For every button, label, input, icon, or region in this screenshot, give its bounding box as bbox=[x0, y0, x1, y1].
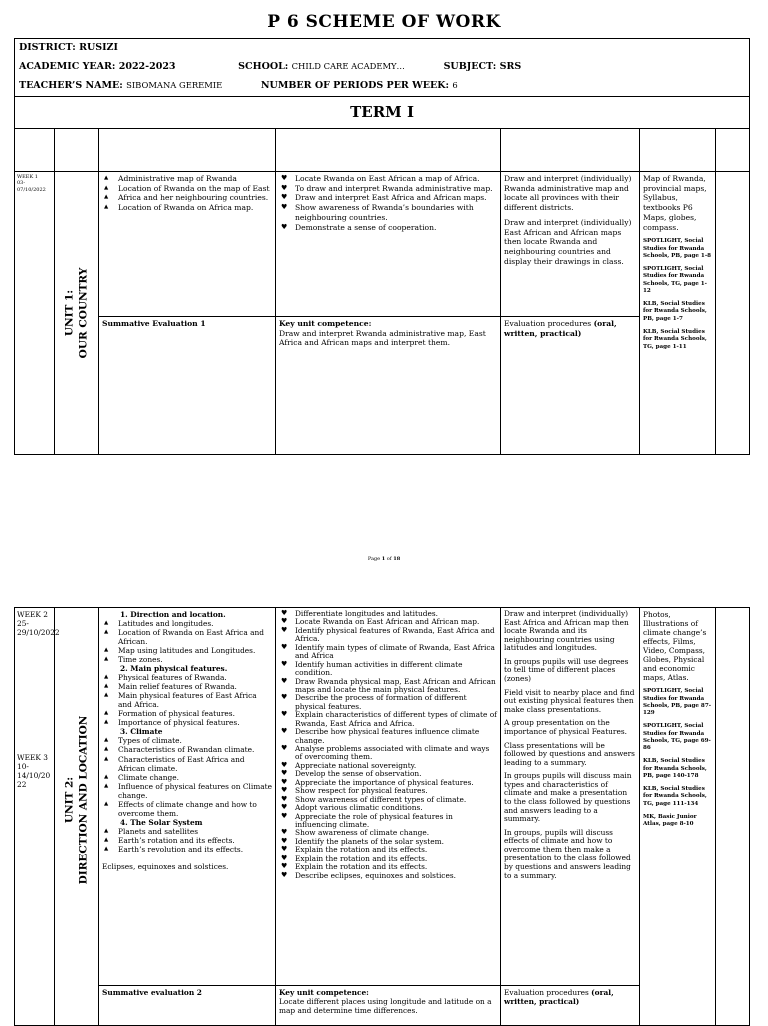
content-item: ▲ Effects of climate change and how to overcome them. bbox=[118, 800, 272, 818]
activity-item: Field visit to nearby place and find out existing physical features then make class presentations. bbox=[504, 687, 635, 714]
objective-item: ♥ Draw Rwanda physical map, East African and African maps and locate the main physical features. bbox=[295, 678, 497, 695]
objective-item: ♥ Appreciate the importance of physical features. bbox=[295, 779, 497, 787]
year-value: 2022-2023 bbox=[118, 61, 176, 73]
activity-item: Class presentations will be followed by questions and answers leading to a summary. bbox=[504, 740, 635, 767]
teacher-value: SIBOMANA GEREMIE bbox=[126, 80, 223, 91]
objective-item: ♥ Explain the rotation and its effects. bbox=[295, 863, 497, 871]
reference-item: KLB, Social Studies for Rwanda Schools, TG, page 111-134 bbox=[643, 786, 707, 807]
term-heading: TERM I bbox=[15, 97, 750, 129]
objectives-cell-unit2 bbox=[276, 608, 501, 986]
objective-item: ♥ Differentiate longitudes and latitudes. bbox=[295, 610, 497, 618]
teacher-row: TEACHER’S NAME: SIBOMANA GEREMIE NUMBER OF PERIODS PER WEEK: 6 bbox=[15, 77, 750, 97]
content-item: ▲ Formation of physical features. bbox=[118, 709, 272, 718]
subject-value: SRS bbox=[499, 61, 522, 73]
week-cell: WEEK 1 03- 07/10/2022 bbox=[15, 172, 55, 455]
objective-item: ♥ To draw and interpret Rwanda administrative map. bbox=[295, 184, 497, 194]
evaluation-procedures-2: Evaluation procedures (oral, written, practical) bbox=[501, 986, 640, 1026]
content-item: ▲ Location of Rwanda on the map of East bbox=[118, 184, 272, 194]
activity-item: In groups pupils will discuss main types and characteristics of climate and make a presentation to the class followed by questions and answers leading to a summary. bbox=[504, 771, 632, 824]
objective-item: ♥ Identify main types of climate of Rwanda, East Africa and Africa bbox=[295, 644, 497, 661]
page-footer: Page 1 of 18 bbox=[367, 556, 401, 562]
content-item: ▲ Location of Rwanda on East Africa and African. bbox=[118, 628, 272, 646]
school-value: CHILD CARE ACADEMY… bbox=[291, 61, 405, 72]
content-item: ▲ Importance of physical features. bbox=[118, 718, 272, 727]
objective-item: ♥ Appreciate the role of physical features in influencing climate. bbox=[295, 813, 497, 830]
scheme-table-term1 bbox=[14, 38, 750, 455]
objective-item: ♥ Explain the rotation and its effects. bbox=[295, 846, 497, 854]
activity-item: Draw and interpret (individually) East African and African maps then locate Rwanda and neighbouring countries and display their drawings in class. bbox=[504, 217, 632, 266]
objective-item: ♥ Adopt various climatic conditions. bbox=[295, 804, 497, 812]
objective-item: ♥ Identify physical features of Rwanda, East Africa and Africa. bbox=[295, 627, 497, 644]
periods-value: 6 bbox=[452, 80, 458, 91]
resources-cell: Map of Rwanda, provincial maps, Syllabus, textbooks P6 Maps, globes, compass. SPOTLIGHT, Social Studies for Rwanda Schools, PB, page 1-8 SPOTLIGHT, Social Studies for Rwanda Schools, TG, page 1-12 KLB, Social Studies for Rwanda Schools, PB, page 1-7 KLB, Social Studies for Rwanda Schools, TG, page 1-11 bbox=[640, 172, 716, 455]
objective-item: ♥ Show awareness of climate change. bbox=[295, 829, 497, 837]
evaluation-procedures-1: Evaluation procedures (oral, written, practical) bbox=[501, 317, 640, 455]
week-cell-unit2: WEEK 2 25- 29/10/2022 WEEK 3 10- 14/10/20 22 bbox=[15, 608, 55, 1026]
objective-item: ♥ Describe how physical features influence climate change. bbox=[295, 728, 497, 745]
objective-item: ♥ Draw and interpret East Africa and African maps. bbox=[295, 193, 497, 203]
summative-evaluation-1: Summative Evaluation 1 bbox=[99, 317, 276, 455]
content-item: ▲ Location of Rwanda on Africa map. bbox=[118, 203, 272, 213]
content-item: ▲ Main relief features of Rwanda. bbox=[118, 682, 272, 691]
objective-item: ♥ Locate Rwanda on East African a map of Africa. bbox=[295, 174, 497, 184]
activity-item: A group presentation on the importance of physical Features. bbox=[504, 718, 627, 736]
activity-item: Draw and interpret (individually) Rwanda administrative map and locate all provinces with their different districts. bbox=[504, 174, 632, 213]
key-competence-2: Key unit competence: Locate different places using longitude and latitude on a map and determine time differences. bbox=[276, 986, 501, 1026]
content-item: ▲ Main physical features of East Africa and Africa. bbox=[118, 691, 272, 709]
content-item: ▲ Map using latitudes and Longitudes. bbox=[118, 646, 272, 655]
objective-item: ♥ Appreciate national sovereignty. bbox=[295, 762, 497, 770]
content-item: ▲ Types of climate. bbox=[118, 736, 272, 745]
content-item: ▲ Planets and satellites bbox=[118, 827, 272, 836]
content-item: ▲ Characteristics of Rwandan climate. bbox=[118, 745, 272, 754]
reference-item: KLB, Social Studies for Rwanda Schools, PB, page 140-178 bbox=[643, 758, 707, 779]
objective-item: ♥ Analyse problems associated with climate and ways of overcoming them. bbox=[295, 745, 497, 762]
activity-item: In groups, pupils will discuss effects of climate and how to overcome them then make a presentation to the class followed by questions and answers leading to a summary. bbox=[504, 827, 631, 880]
unit-title-cell-unit2: UNIT 2: DIRECTION AND LOCATION bbox=[55, 608, 99, 1026]
unit-title-cell: UNIT 1: OUR COUNTRY bbox=[55, 172, 99, 455]
summative-evaluation-2: Summative evaluation 2 bbox=[99, 986, 276, 1026]
objective-item: ♥ Describe eclipses, equinoxes and solstices. bbox=[295, 872, 497, 880]
reference-item: SPOTLIGHT, Social Studies for Rwanda Schools, PB, page 87-129 bbox=[643, 688, 712, 717]
content-item: ▲ Earth’s rotation and its effects. bbox=[118, 836, 272, 845]
content-item: ▲ Africa and her neighbouring countries. bbox=[118, 193, 272, 203]
objective-item: ♥ Identify human activities in different climate condition. bbox=[295, 661, 497, 678]
objective-item: ♥ Explain characteristics of different types of climate of Rwanda, East Africa and Africa. bbox=[295, 711, 497, 728]
page-title: P 6 SCHEME OF WORK bbox=[267, 12, 501, 32]
district-value: RUSIZI bbox=[79, 42, 118, 54]
objective-item: ♥ Develop the sense of observation. bbox=[295, 770, 497, 778]
objective-item: ♥ Describe the process of formation of different physical features. bbox=[295, 694, 497, 711]
content-item: ▲ Characteristics of East Africa and African climate. bbox=[118, 755, 272, 773]
reference-item: SPOTLIGHT, Social Studies for Rwanda Schools, TG, page 69-86 bbox=[643, 723, 711, 752]
district-row: DISTRICT: RUSIZI bbox=[15, 39, 750, 59]
activity-item: In groups pupils will use degrees to tell time of different places (zones) bbox=[504, 656, 629, 684]
content-item: ▲ Administrative map of Rwanda bbox=[118, 174, 272, 184]
content-item: ▲ Time zones. bbox=[118, 655, 272, 664]
reference-item: KLB, Social Studies for Rwanda Schools, PB, page 1-7 bbox=[643, 301, 707, 322]
reference-item: MK, Basic Junior Atlas, page 8-10 bbox=[643, 813, 697, 828]
reference-item: KLB, Social Studies for Rwanda Schools, TG, page 1-11 bbox=[643, 328, 707, 350]
objective-item: ♥ Show awareness of different types of climate. bbox=[295, 796, 497, 804]
content-item: ▲ Climate change. bbox=[118, 773, 272, 782]
objective-item: ♥ Demonstrate a sense of cooperation. bbox=[295, 223, 497, 233]
content-cell-unit2: 1. Direction and location. ▲ Latitudes and longitudes. ▲ Location of Rwanda on East Africa and African. ▲ Map using latitudes and Longitudes. ▲ Time zones. 2. Main physical features. ▲ Physical features of Rwanda. ▲ Main relief features of Rwanda. ▲ Main physical features of East Africa and Africa. ▲ Formation of physical features. ▲ Importance of physical features. 3. Climate ▲ Types of climate. ▲ Characteristics of Rwandan climate. ▲ Characteristics of East Africa and African climate. ▲ Climate change. ▲ Influence of physical features on Climate change. ▲ Effects of climate change and how to overcome them. 4. The Solar System ▲ Planets and satellites ▲ Earth’s rotation and its effects. ▲ Earth’s revolution and its effects. Eclipses, equinoxes and solstices. bbox=[99, 608, 276, 986]
objective-item: ♥ Explain the rotation and its effects. bbox=[295, 855, 497, 863]
reference-item: SPOTLIGHT, Social Studies for Rwanda Schools, PB, page 1-8 bbox=[643, 238, 712, 259]
objective-item: ♥ Show awareness of Rwanda’s boundaries with neighbouring countries. bbox=[295, 203, 497, 222]
objectives-cell bbox=[276, 172, 501, 317]
key-competence-1: Key unit competence: Draw and interpret Rwanda administrative map, East Africa and African maps and interpret them. bbox=[276, 317, 501, 455]
content-item: ▲ Influence of physical features on Climate change. bbox=[118, 782, 272, 800]
reference-item: SPOTLIGHT, Social Studies for Rwanda Schools, TG, page 1-12 bbox=[643, 266, 707, 294]
objective-item: ♥ Locate Rwanda on East African and African map. bbox=[295, 618, 497, 626]
activities-cell-unit2 bbox=[501, 608, 640, 986]
year-school-subject-row: ACADEMIC YEAR: 2022-2023 SCHOOL: CHILD CARE ACADEMY… SUBJECT: SRS bbox=[15, 58, 750, 77]
activity-item: Draw and interpret (individually) East Africa and African map then locate Rwanda and its neighbouring countries using latitudes and longitudes. bbox=[504, 609, 629, 653]
scheme-table-unit2 bbox=[14, 607, 750, 1026]
content-item: ▲ Earth’s revolution and its effects. bbox=[118, 845, 272, 854]
content-item: ▲ Physical features of Rwanda. bbox=[118, 673, 272, 682]
content-item: ▲ Latitudes and longitudes. bbox=[118, 619, 272, 628]
content-cell bbox=[99, 172, 276, 317]
resources-cell-unit2: Photos, Illustrations of climate change’s effects, Films, Video, Compass, Globes, Physical and economic maps, Atlas. SPOTLIGHT, Social Studies for Rwanda Schools, PB, page 87-129 SPOTLIGHT, Social Studies for Rwanda Schools, TG, page 69-86 KLB, Social Studies for Rwanda Schools, PB, page 140-178 KLB, Social Studies for Rwanda Schools, TG, page 111-134 MK, Basic Junior Atlas, page 8-10 bbox=[640, 608, 716, 1026]
objective-item: ♥ Identify the planets of the solar system. bbox=[295, 838, 497, 846]
activities-cell bbox=[501, 172, 640, 317]
objective-item: ♥ Show respect for physical features. bbox=[295, 787, 497, 795]
